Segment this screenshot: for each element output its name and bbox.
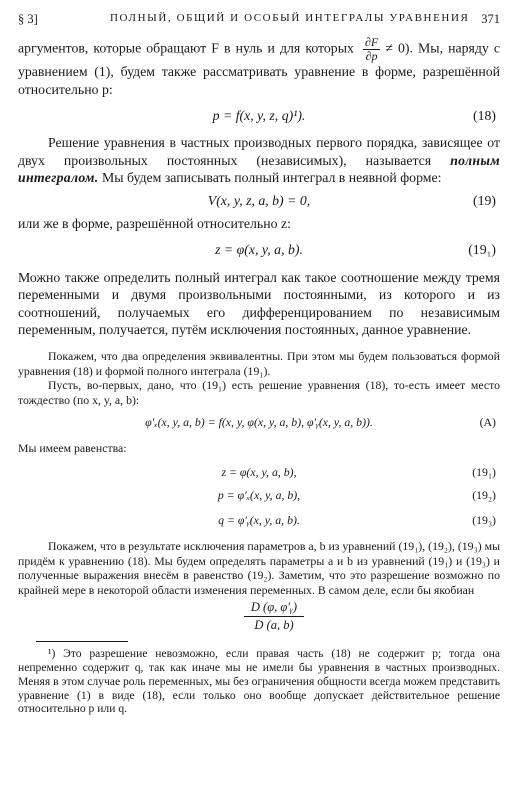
jacobian-fraction [244, 600, 304, 633]
equation-A-expr: φ′ₓ(x, y, a, b) = f(x, y, φ(x, y, a, b), φ′ᵧ(x, y, a, b)). [145, 415, 373, 430]
section-marker: § 3] [18, 12, 38, 26]
equation-system-tag: (19₂) [472, 487, 496, 502]
condition-text: ≠ 0). [385, 40, 413, 56]
equation-A [18, 407, 500, 437]
running-title: ПОЛНЫЙ, ОБЩИЙ И ОСОБЫЙ ИНТЕГРАЛЫ УРАВНЕНИЯ [110, 12, 470, 24]
paragraph-5: Покажем, что два определения эквивалентны. При этом мы будем пользоваться формой уравнения (18) и формой полного интеграла (19₁). [18, 348, 500, 378]
footnote-rule [36, 641, 128, 642]
equation-18-tag: (18) [473, 108, 496, 124]
equation-system-row [18, 456, 500, 481]
fraction-denominator: ∂p [365, 49, 378, 63]
paragraph-1-line1: аргументов, которые обращают F в нуль и для которых [18, 40, 354, 56]
jacobian-numerator: D (φ, φ′ᵧ) [244, 600, 304, 617]
page-number: 371 [481, 12, 500, 26]
paragraph-7: Мы имеем равенства: [18, 441, 127, 456]
jacobian-block [18, 597, 500, 635]
equation-18 [18, 98, 500, 132]
emphasized-term: полным интегралом. [18, 152, 500, 186]
paragraph-1-rest: Мы, наряду с уравнением (1), будем также рассматривать уравнение в форме, разрешённой относительно p: [18, 40, 500, 97]
footnote-text: ¹) Это разрешение невозможно, если правая часть (18) не содержит p; тогда она непременно содержит q, так как иначе мы не имели бы уравнения в частных производных. Меняя в этом случае роль переменных, мы без ограничения общности всегда можем представить уравнение (1) в виде (18), если только оно вообще допускает действительное решение относительно p или q. [18, 647, 500, 716]
paragraph-8: Покажем, что в результате исключения параметров a, b из уравнений (19₁), (19₂), (19₃) мы придём к уравнению (18). Мы будем определять параметры a и b из уравнений (19₁) и (19₃) и полученные выражения внесём в равенство (19₂). Заметим, что это разрешение возможно по крайней мере в некоторой области изменения переменных. В самом деле, если бы якобиан [18, 538, 500, 597]
equation-system-expr: q = φ′ᵧ(x, y, a, b). [218, 512, 300, 527]
equation-19-expr: V(x, y, z, a, b) = 0, [207, 192, 311, 208]
paragraph-2-text-b: Мы будем записывать полный интеграл в неявной форме: [102, 170, 442, 186]
page-header [18, 10, 500, 32]
partial-derivative-fraction [363, 36, 380, 63]
equation-system-row [18, 506, 500, 536]
equation-system-row [18, 481, 500, 506]
equation-19-1-tag: (19₁) [468, 241, 496, 257]
equation-system-tag: (19₃) [472, 512, 496, 527]
paragraph-4: Можно также определить полный интеграл как такое соотношение между тремя переменными и двумя произвольными постоянными, из которого и из соотношений, получаемых его дифференцированием по независимым переменным, получается, путём исключения постоянных, данное уравнение. [18, 269, 500, 338]
jacobian-denominator: D (a, b) [254, 618, 294, 633]
equation-19-1 [18, 233, 500, 265]
paragraph-6: Пусть, во-первых, дано, что (19₁) есть решение уравнения (18), то-есть имеет место тождество (по x, y, a, b): [18, 378, 500, 407]
equation-system-tag: (19₁) [472, 464, 496, 479]
paragraph-2-text-a: Решение уравнения в частных производных первого порядка, зависящее от двух произвольных постоянных (независимых), называется [18, 135, 500, 168]
equation-19 [18, 187, 500, 215]
equation-19-tag: (19) [473, 192, 496, 208]
equation-A-tag: (A) [479, 415, 496, 430]
paragraph-1 [18, 36, 500, 98]
equation-system-expr: z = φ(x, y, a, b), [221, 464, 297, 479]
footnote-block [18, 635, 500, 719]
paragraph-3: или же в форме, разрешённой относительно z: [18, 215, 291, 231]
equation-system-expr: p = φ′ₓ(x, y, a, b), [217, 487, 301, 502]
equation-18-expr: p = f(x, y, z, q)¹). [212, 108, 306, 124]
fraction-numerator: ∂F [364, 35, 379, 49]
paragraph-2 [18, 134, 500, 187]
equation-19-1-expr: z = φ(x, y, a, b). [215, 241, 303, 257]
